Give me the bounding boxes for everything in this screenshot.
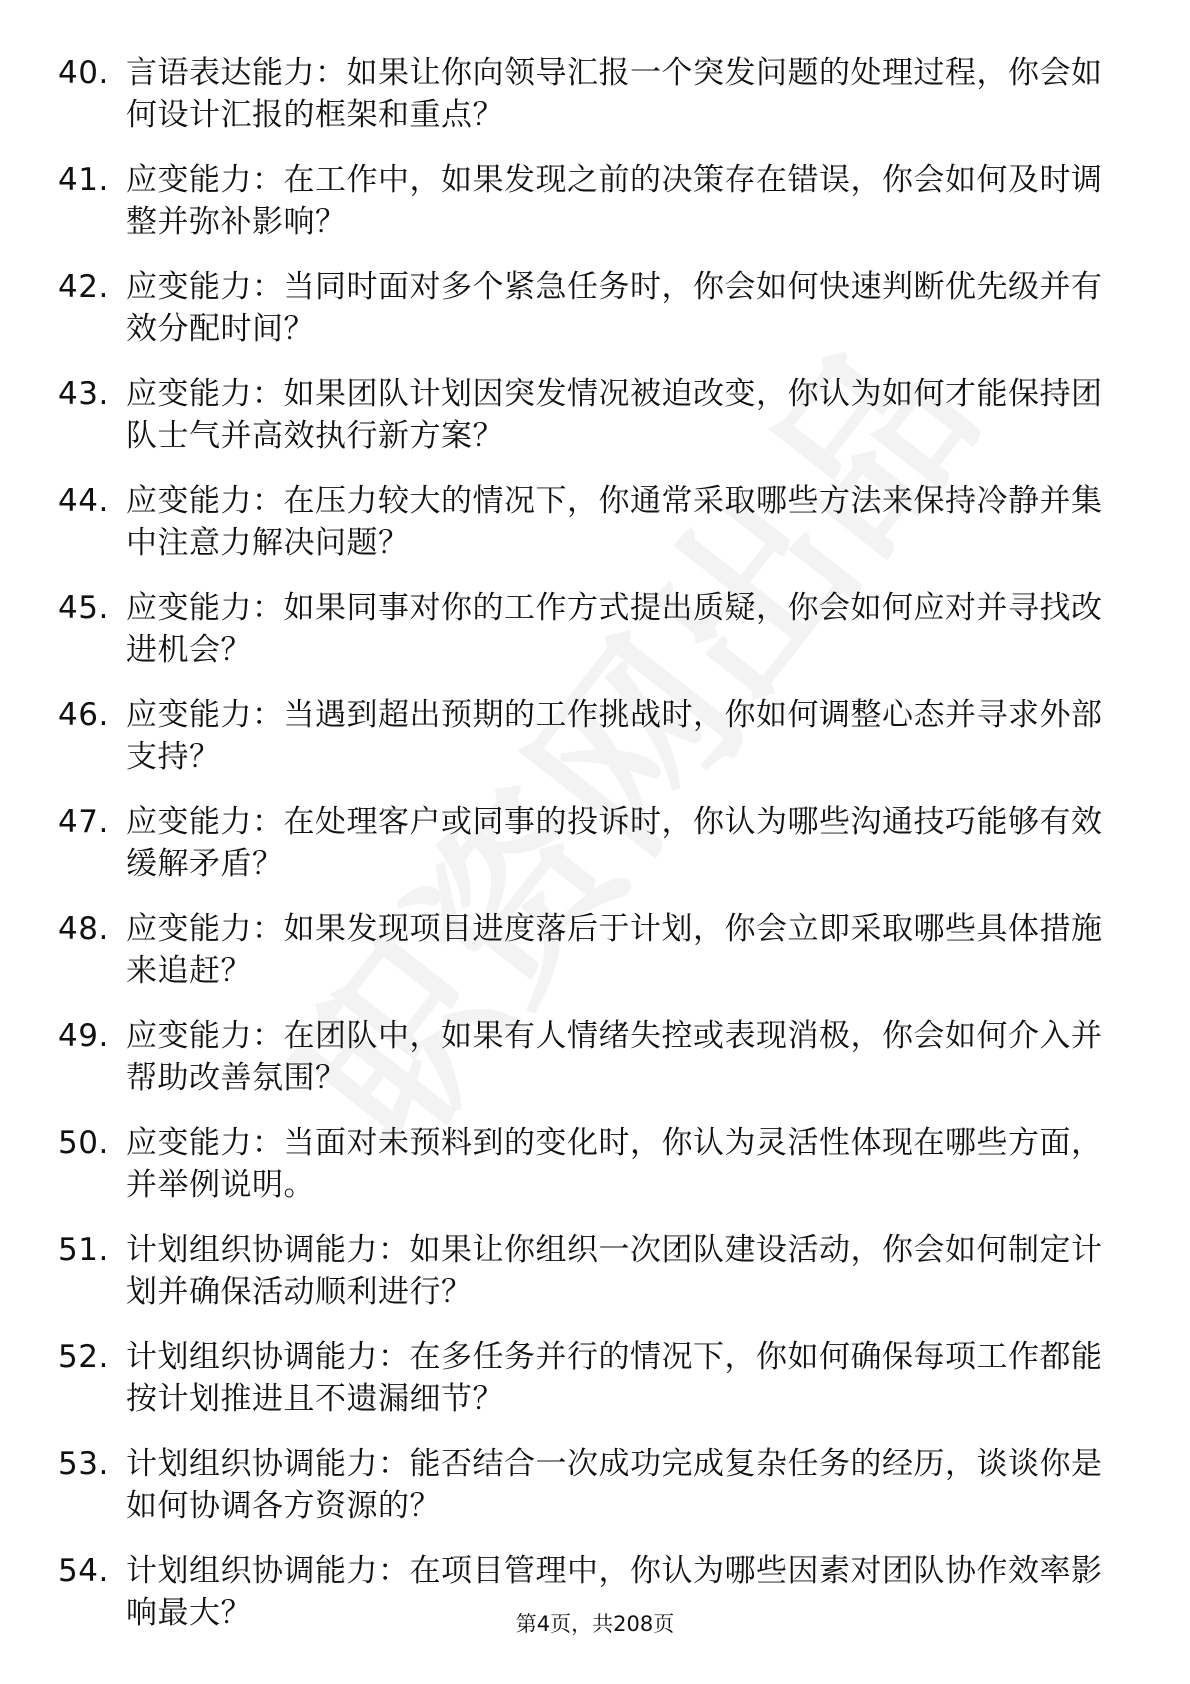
question-number: 48. bbox=[58, 911, 109, 947]
question-text: 应变能力：在压力较大的情况下，你通常采取哪些方法来保持冷静并集中注意力解决问题？ bbox=[126, 483, 1103, 561]
question-text: 应变能力：在团队中，如果有人情绪失控或表现消极，你会如何介入并帮助改善氛围？ bbox=[126, 1018, 1103, 1096]
question-number: 50. bbox=[58, 1125, 109, 1161]
question-item bbox=[58, 801, 1118, 885]
question-number: 44. bbox=[58, 483, 109, 519]
question-number: 51. bbox=[58, 1232, 109, 1268]
question-item bbox=[58, 908, 1118, 992]
question-number: 43. bbox=[58, 376, 109, 412]
question-text: 计划组织协调能力：能否结合一次成功完成复杂任务的经历，谈谈你是如何协调各方资源的？ bbox=[126, 1446, 1103, 1524]
question-text: 应变能力：如果同事对你的工作方式提出质疑，你会如何应对并寻找改进机会？ bbox=[126, 590, 1103, 668]
question-number: 53. bbox=[58, 1446, 109, 1482]
question-text: 应变能力：如果发现项目进度落后于计划，你会立即采取哪些具体措施来追赶？ bbox=[126, 911, 1103, 989]
question-number: 49. bbox=[58, 1018, 109, 1054]
question-text: 应变能力：在处理客户或同事的投诉时，你认为哪些沟通技巧能够有效缓解矛盾？ bbox=[126, 804, 1103, 882]
question-text: 言语表达能力：如果让你向领导汇报一个突发问题的处理过程，你会如何设计汇报的框架和重点？ bbox=[126, 55, 1103, 133]
question-item bbox=[58, 1229, 1118, 1313]
question-number: 52. bbox=[58, 1339, 109, 1375]
question-item bbox=[58, 266, 1118, 350]
question-list bbox=[58, 52, 1118, 1657]
question-text: 计划组织协调能力：在多任务并行的情况下，你如何确保每项工作都能按计划推进且不遗漏细节？ bbox=[126, 1339, 1103, 1417]
question-item bbox=[58, 480, 1118, 564]
question-number: 45. bbox=[58, 590, 109, 626]
page-footer: 第4页，共208页 bbox=[515, 1612, 675, 1636]
question-item bbox=[58, 52, 1118, 136]
question-item bbox=[58, 587, 1118, 671]
question-item bbox=[58, 159, 1118, 243]
question-text: 应变能力：当面对未预料到的变化时，你认为灵活性体现在哪些方面，并举例说明。 bbox=[126, 1125, 1103, 1203]
question-number: 41. bbox=[58, 162, 109, 198]
question-number: 40. bbox=[58, 55, 109, 91]
question-item bbox=[58, 1336, 1118, 1420]
question-item bbox=[58, 373, 1118, 457]
question-text: 计划组织协调能力：如果让你组织一次团队建设活动，你会如何制定计划并确保活动顺利进行？ bbox=[126, 1232, 1103, 1310]
question-item bbox=[58, 1443, 1118, 1527]
question-number: 42. bbox=[58, 269, 109, 305]
question-text: 应变能力：当遇到超出预期的工作挑战时，你如何调整心态并寻求外部支持？ bbox=[126, 697, 1103, 775]
question-text: 应变能力：在工作中，如果发现之前的决策存在错误，你会如何及时调整并弥补影响？ bbox=[126, 162, 1103, 240]
question-number: 46. bbox=[58, 697, 109, 733]
question-text: 应变能力：如果团队计划因突发情况被迫改变，你认为如何才能保持团队士气并高效执行新方案？ bbox=[126, 376, 1103, 454]
question-text: 应变能力：当同时面对多个紧急任务时，你会如何快速判断优先级并有效分配时间？ bbox=[126, 269, 1103, 347]
question-number: 47. bbox=[58, 804, 109, 840]
question-text: 计划组织协调能力：在项目管理中，你认为哪些因素对团队协作效率影响最大？ bbox=[126, 1553, 1103, 1631]
question-number: 54. bbox=[58, 1553, 109, 1589]
question-item bbox=[58, 694, 1118, 778]
question-item bbox=[58, 1015, 1118, 1099]
question-item bbox=[58, 1122, 1118, 1206]
